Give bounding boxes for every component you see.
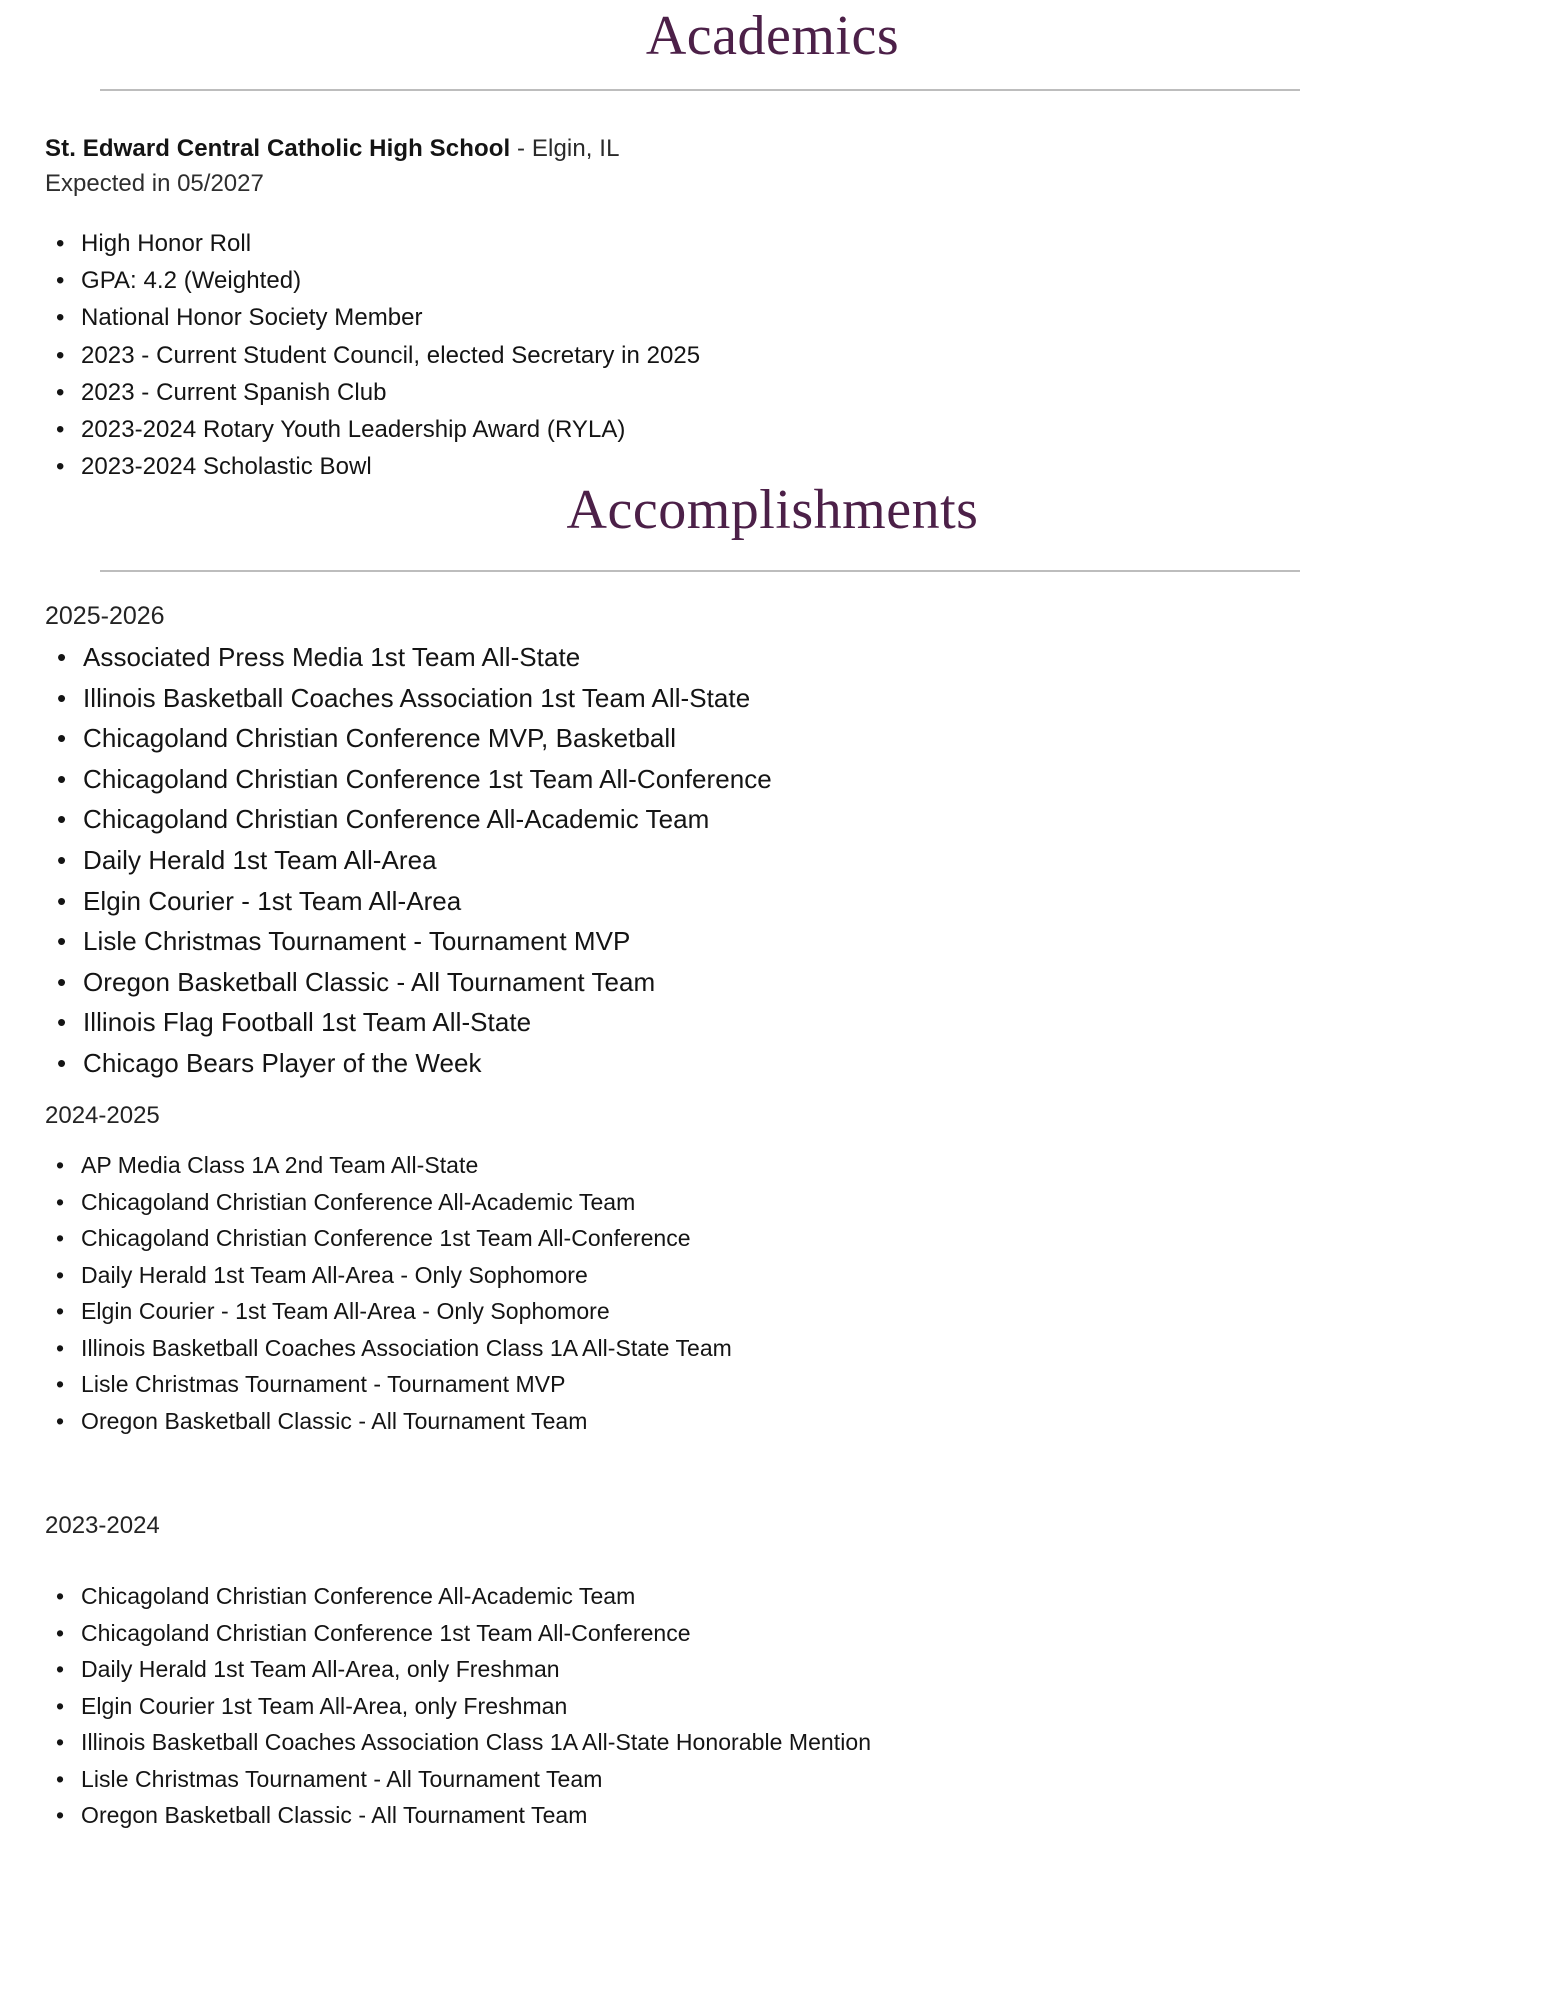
accomplishments-list	[45, 637, 1395, 1084]
accomplishments-group-2024-2025	[45, 1100, 1395, 1439]
list-item: • Daily Herald 1st Team All-Area	[45, 840, 1395, 881]
list-item: • Chicagoland Christian Conference 1st Team All-Conference	[45, 1615, 1395, 1652]
list-item: • National Honor Society Member	[45, 299, 1345, 336]
list-item: • Oregon Basketball Classic - All Tournament Team	[45, 1797, 1395, 1834]
list-item: • Daily Herald 1st Team All-Area - Only Sophomore	[45, 1257, 1395, 1294]
education-graduation-date: Expected in 05/2027	[45, 170, 264, 198]
list-item: • Chicagoland Christian Conference All-Academic Team	[45, 1578, 1395, 1615]
list-item: • Chicagoland Christian Conference 1st Team All-Conference	[45, 759, 1395, 800]
year-label: 2024-2025	[45, 1102, 160, 1129]
list-item: • Daily Herald 1st Team All-Area, only Freshman	[45, 1651, 1395, 1688]
education-school-location: - Elgin, IL	[510, 135, 620, 162]
list-item: • Oregon Basketball Classic - All Tournament Team	[45, 1403, 1395, 1440]
education-school-name: St. Edward Central Catholic High School	[45, 135, 511, 162]
year-label: 2023-2024	[45, 1512, 160, 1539]
list-item: • Elgin Courier - 1st Team All-Area - Only Sophomore	[45, 1293, 1395, 1330]
academics-section-title: Academics	[645, 5, 900, 67]
list-item: • Associated Press Media 1st Team All-State	[45, 637, 1395, 678]
list-item: • 2023-2024 Scholastic Bowl	[45, 448, 1345, 485]
list-item: • Oregon Basketball Classic - All Tournament Team	[45, 962, 1395, 1003]
list-item: • 2023 - Current Spanish Club	[45, 374, 1345, 411]
education-heading-line	[45, 133, 1345, 164]
list-item: • Illinois Basketball Coaches Association Class 1A All-State Team	[45, 1330, 1395, 1367]
list-item: • Lisle Christmas Tournament - All Tournament Team	[45, 1761, 1395, 1798]
list-item: • Elgin Courier - 1st Team All-Area	[45, 881, 1395, 922]
list-item: • Lisle Christmas Tournament - Tournament MVP	[45, 1366, 1395, 1403]
list-item: • 2023-2024 Rotary Youth Leadership Award (RYLA)	[45, 411, 1345, 448]
list-item: • Lisle Christmas Tournament - Tournament MVP	[45, 921, 1395, 962]
list-item: • Chicagoland Christian Conference All-Academic Team	[45, 799, 1395, 840]
list-item: • AP Media Class 1A 2nd Team All-State	[45, 1147, 1395, 1184]
accomplishments-list	[45, 1578, 1395, 1834]
accomplishments-section-divider	[100, 570, 1300, 572]
year-label: 2025-2026	[45, 602, 165, 630]
list-item: • Chicagoland Christian Conference 1st Team All-Conference	[45, 1220, 1395, 1257]
accomplishments-section-title: Accomplishments	[566, 479, 979, 541]
list-item: • 2023 - Current Student Council, elected Secretary in 2025	[45, 337, 1345, 374]
list-item: • Illinois Basketball Coaches Association Class 1A All-State Honorable Mention	[45, 1724, 1395, 1761]
list-item: • Chicagoland Christian Conference All-Academic Team	[45, 1184, 1395, 1221]
list-item: • Illinois Basketball Coaches Association 1st Team All-State	[45, 678, 1395, 719]
academics-section-divider	[100, 89, 1300, 91]
list-item: • Chicago Bears Player of the Week	[45, 1043, 1395, 1084]
list-item: • Elgin Courier 1st Team All-Area, only Freshman	[45, 1688, 1395, 1725]
education-entry	[45, 133, 1345, 199]
accomplishments-list	[45, 1147, 1395, 1439]
accomplishments-group-2025-2026	[45, 600, 1395, 1084]
list-item: • Illinois Flag Football 1st Team All-State	[45, 1002, 1395, 1043]
accomplishments-group-2023-2024	[45, 1510, 1395, 1834]
academics-achievement-list	[45, 225, 1345, 485]
academics-section-header	[0, 5, 1545, 67]
accomplishments-section-header	[0, 479, 1545, 541]
list-item: • Chicagoland Christian Conference MVP, Basketball	[45, 718, 1395, 759]
list-item: • High Honor Roll	[45, 225, 1345, 262]
list-item: • GPA: 4.2 (Weighted)	[45, 262, 1345, 299]
